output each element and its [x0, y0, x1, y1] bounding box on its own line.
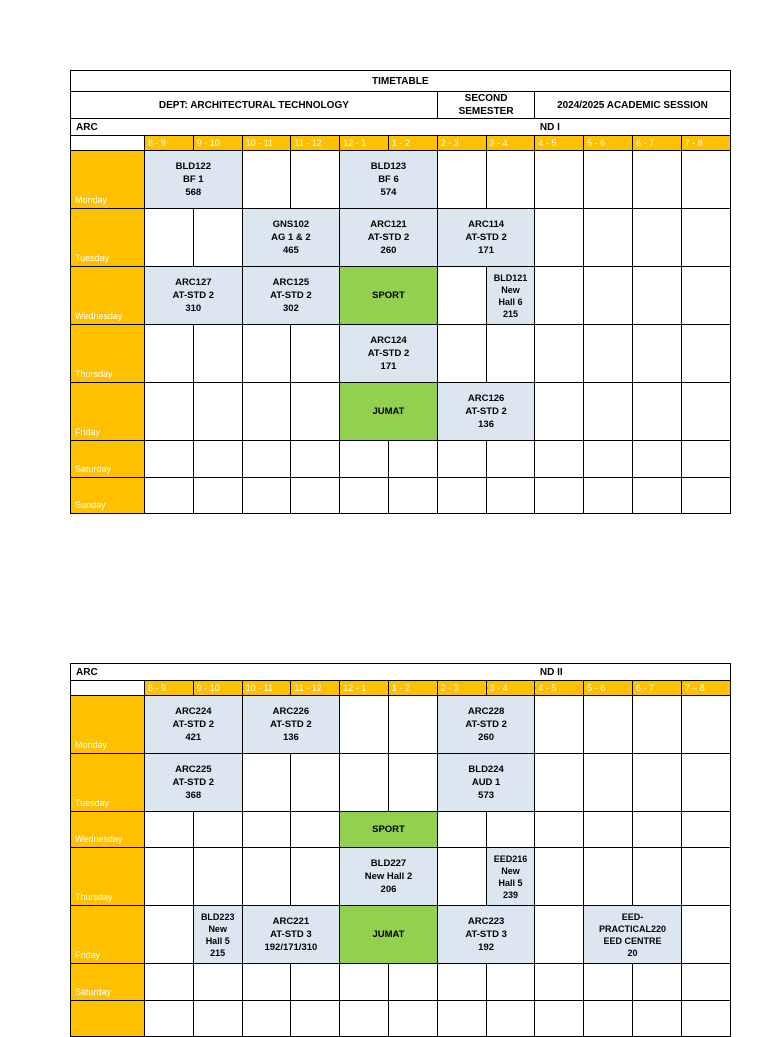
class-block: BLD121 New Hall 6 215	[486, 267, 535, 325]
day-row	[71, 209, 731, 267]
time-slot: 11 - 12	[291, 136, 340, 151]
class-block: ARC228 AT-STD 2 260	[437, 696, 535, 754]
class-block: BLD123 BF 6 574	[340, 151, 438, 209]
day-row	[71, 696, 731, 754]
session-label: 2024/2025 ACADEMIC SESSION	[535, 92, 730, 119]
class-block: ARC125 AT-STD 2 302	[242, 267, 340, 325]
jumat-block: JUMAT	[340, 906, 438, 964]
day-row	[71, 812, 731, 848]
day-label: Tuesday	[71, 754, 145, 812]
time-slot: 7 - 8	[681, 136, 730, 151]
class-block: GNS102 AG 1 & 2 465	[242, 209, 340, 267]
day-row	[71, 325, 731, 383]
time-slot: 4 - 5	[535, 136, 584, 151]
time-slot: 8 - 9	[145, 681, 194, 696]
timetable-nd2	[70, 663, 731, 1037]
class-block: BLD224 AUD 1 573	[437, 754, 535, 812]
time-slot: 2 - 3	[437, 681, 486, 696]
class-block: ARC127 AT-STD 2 310	[145, 267, 243, 325]
class-block: ARC121 AT-STD 2 260	[340, 209, 438, 267]
day-label: Thursday	[71, 848, 145, 906]
time-header-row	[71, 136, 731, 151]
class-block: BLD223 New Hall 5 215	[193, 906, 242, 964]
class-block: BLD122 BF 1 568	[145, 151, 243, 209]
day-label: Monday	[71, 151, 145, 209]
class-block: BLD227 New Hall 2 206	[340, 848, 438, 906]
day-row	[71, 151, 731, 209]
day-row	[71, 754, 731, 812]
day-row	[71, 1001, 731, 1037]
time-slot: 6 - 7	[632, 136, 681, 151]
class-block: ARC124 AT-STD 2 171	[340, 325, 438, 383]
time-slot: 12 - 1	[340, 136, 389, 151]
day-label: Sunday	[71, 478, 145, 514]
day-row	[71, 906, 731, 964]
class-block: EED- PRACTICAL220 EED CENTRE 20	[584, 906, 682, 964]
day-label: Tuesday	[71, 209, 145, 267]
class-block: ARC225 AT-STD 2 368	[145, 754, 243, 812]
time-header-row	[71, 681, 731, 696]
timetable-nd1	[70, 70, 731, 514]
time-slot: 11 - 12	[291, 681, 340, 696]
class-block: ARC223 AT-STD 3 192	[437, 906, 535, 964]
sport-block: SPORT	[340, 267, 438, 325]
corner-cell	[71, 681, 145, 696]
day-row	[71, 848, 731, 906]
day-label: Thursday	[71, 325, 145, 383]
day-label: Friday	[71, 906, 145, 964]
time-slot: 6 - 7	[633, 681, 682, 696]
time-slot: 2 - 3	[437, 136, 486, 151]
jumat-block: JUMAT	[340, 383, 438, 441]
day-row	[71, 267, 731, 325]
semester-label: SECOND SEMESTER	[437, 92, 535, 119]
day-label: Wednesday	[71, 812, 145, 848]
class-block: ARC221 AT-STD 3 192/171/310	[242, 906, 340, 964]
time-slot: 4 - 5	[535, 681, 584, 696]
level-label: ND II	[535, 664, 730, 681]
time-slot: 1 - 2	[388, 681, 437, 696]
time-slot: 3 - 4	[486, 136, 535, 151]
day-label: Saturday	[71, 441, 145, 478]
time-slot: 3 - 4	[486, 681, 535, 696]
time-slot: 12 - 1	[340, 681, 389, 696]
day-row	[71, 383, 731, 441]
dept-code: ARC	[71, 119, 535, 136]
dept-code: ARC	[71, 664, 535, 681]
class-block: ARC114 AT-STD 2 171	[437, 209, 535, 267]
day-label: Wednesday	[71, 267, 145, 325]
time-slot: 5 - 6	[584, 681, 633, 696]
day-row	[71, 441, 731, 478]
dept-label: DEPT: ARCHITECTURAL TECHNOLOGY	[71, 92, 438, 119]
time-slot: 7 – 8	[681, 681, 730, 696]
sport-block: SPORT	[340, 812, 438, 848]
day-row	[71, 964, 731, 1001]
class-block: ARC126 AT-STD 2 136	[437, 383, 535, 441]
time-slot: 9 - 10	[193, 681, 242, 696]
day-label: Monday	[71, 696, 145, 754]
time-slot: 1 - 2	[388, 136, 437, 151]
corner-cell	[71, 136, 145, 151]
class-block: EED216 New Hall 5 239	[486, 848, 535, 906]
time-slot: 9 - 10	[193, 136, 242, 151]
day-label: Friday	[71, 383, 145, 441]
level-label: ND I	[535, 119, 730, 136]
time-slot: 8 - 9	[145, 136, 194, 151]
time-slot: 5 - 6	[584, 136, 633, 151]
time-slot: 10 - 11	[242, 681, 291, 696]
timetable-title: TIMETABLE	[71, 71, 731, 92]
day-row	[71, 478, 731, 514]
time-slot: 10 - 11	[242, 136, 291, 151]
day-label: Saturday	[71, 964, 145, 1001]
class-block: ARC224 AT-STD 2 421	[145, 696, 243, 754]
day-label	[71, 1001, 145, 1037]
class-block: ARC226 AT-STD 2 136	[242, 696, 340, 754]
